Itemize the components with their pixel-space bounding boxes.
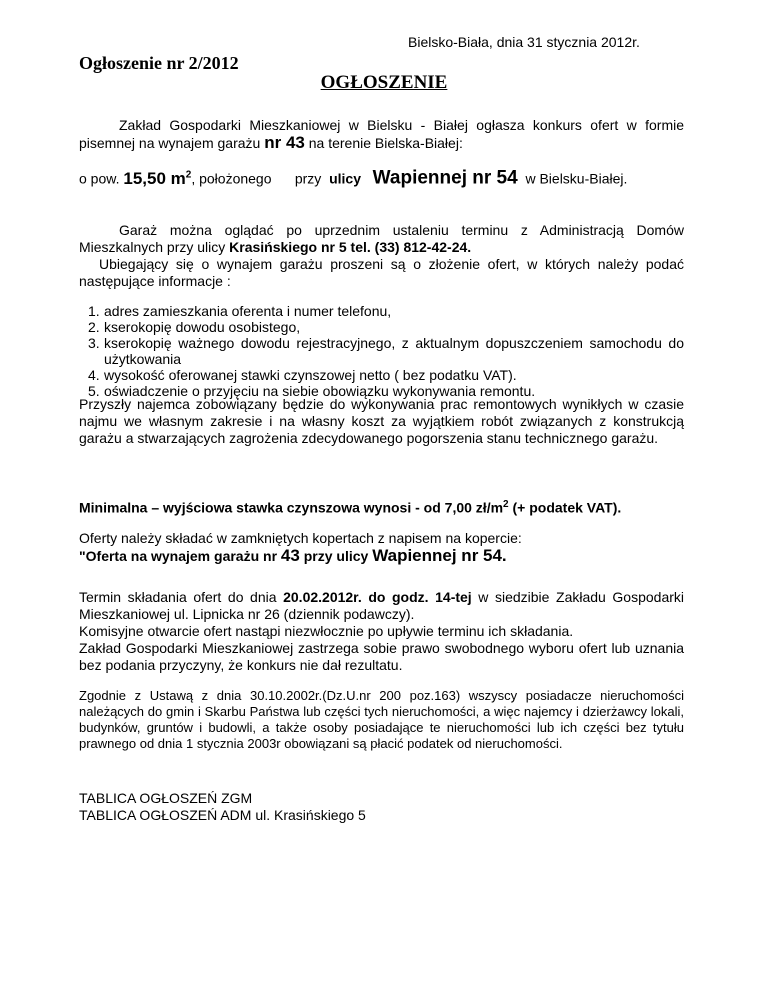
requirement-text: kserokopię dowodu osobistego, [104,319,301,335]
area-street-label: ulicy [329,170,361,187]
requirement-item [79,319,684,335]
rate-text-b: (+ podatek VAT). [508,499,622,516]
requirement-number: 5. [88,383,100,399]
area-located: , położonego [191,170,272,187]
requirement-number: 4. [88,367,100,383]
viewing-text-a: Garaż można oglądać po uprzednim ustaleniu terminu z Administracją Domów Mieszkalnych przy ulicy [79,222,684,255]
requirements-list [79,303,684,399]
rate-text-a: Minimalna – wyjściowa stawka czynszowa wynosi - od 7,00 zł/m [79,499,504,516]
area-prefix: o pow. [79,170,124,187]
offer-request-paragraph: Ubiegający się o wynajem garażu proszeni są o złożenie ofert, w których należy podać następujące informacje : [79,256,684,289]
rate-paragraph [79,496,684,517]
area-city: w Bielsku-Białej. [525,170,628,187]
reservation-note: Zakład Gospodarki Mieszkaniowej zastrzega sobie prawo swobodnego wyboru ofert lub uznania bez podania przyczyny, że konkurs nie dał rezultatu. [79,640,684,673]
requirement-text: wysokość oferowanej stawki czynszowej netto ( bez podatku VAT). [104,367,517,383]
intro-paragraph [79,117,684,152]
requirement-item [79,367,684,383]
deadline-text-b: w siedzibie Zakładu Gospodarki Mieszkaniowej ul. Lipnicka nr 26 (dziennik podawczy). [79,589,684,622]
tax-note: Zgodnie z Ustawą z dnia 30.10.2002r.(Dz.U.nr 200 poz.163) wszyscy posiadacze nieruchomości należących do gmin i Skarbu Państwa lub części tych nieruchomości, a więc najemcy i dzierżawcy lokali, budynków, gruntów i budowli, a także osoby posiadające te nieruchomości lub ich części bez tytułu prawnego od dnia 1 stycznia 2003r obowiązani są płacić podatek od nieruchomości. [79,688,684,751]
intro-text-b: na terenie Bielska-Białej: [304,135,463,151]
obligations-paragraph: Przyszły najemca zobowiązany będzie do wykonywania prac remontowych wynikłych w czasie najmu we własnym zakresie i na własny koszt za wyjątkiem robót związanych z konstrukcją garażu a stwarzających zagrożenia zdecydowanego pogorszenia stanu technicznego garażu. [79,396,684,446]
area-at: przy [294,170,322,187]
envelope-label-street: Wapiennej nr 54. [372,546,507,565]
requirement-number: 3. [88,335,100,351]
requirement-text: kserokopię ważnego dowodu rejestracyjnego, z aktualnym dopuszczeniem samochodu do użytkowania [104,335,684,367]
deadline-date: 20.02.2012r. do godz. 14-tej [283,589,472,605]
board-line-2: TABLICA OGŁOSZEŃ ADM ul. Krasińskiego 5 [79,807,366,823]
requirement-number: 1. [88,303,100,319]
deadline-text-a: Termin składania ofert do dnia [79,589,284,605]
intro-text-a: Zakład Gospodarki Mieszkaniowej w Bielsku - Białej ogłasza konkurs ofert w formie pisemnej na wynajem garażu [79,117,684,151]
requirement-item [79,335,684,367]
requirement-text: oświadczenie o przyjęciu na siebie obowiązku wykonywania remontu. [104,383,536,399]
board-line-1: TABLICA OGŁOSZEŃ ZGM [79,790,253,806]
deadline-paragraph [79,589,684,623]
adm-address: Krasińskiego nr 5 tel. (33) 812-42-24. [229,239,472,255]
title-text: OGŁOSZENIE [320,72,448,93]
envelope-label-b: przy ulicy [299,548,373,564]
area-sup: 2 [185,169,192,180]
opening-note: Komisyjne otwarcie ofert nastąpi niezwłocznie po upływie terminu ich składania. [79,623,574,639]
rate-sup: 2 [503,499,509,510]
place-date: Bielsko-Biała, dnia 31 stycznia 2012r. [408,34,640,50]
area-value-text: 15,50 m [123,168,186,188]
envelope-label [79,547,684,565]
area-paragraph [79,165,684,189]
envelope-instruction: Oferty należy składać w zamkniętych kopertach z napisem na kopercie: [79,530,522,546]
page-title [0,72,768,94]
envelope-label-nr: 43 [280,546,300,565]
envelope-label-a: "Oferta na wynajem garażu nr [79,548,281,564]
announcement-number: Ogłoszenie nr 2/2012 [79,53,239,73]
requirement-text: adres zamieszkania oferenta i numer telefonu, [104,303,392,319]
requirement-item [79,303,684,319]
viewing-paragraph [79,222,684,256]
area-street: Wapiennej nr 54 [372,167,518,189]
garage-number: nr 43 [264,133,305,152]
requirement-number: 2. [88,319,100,335]
area-value [123,169,191,188]
